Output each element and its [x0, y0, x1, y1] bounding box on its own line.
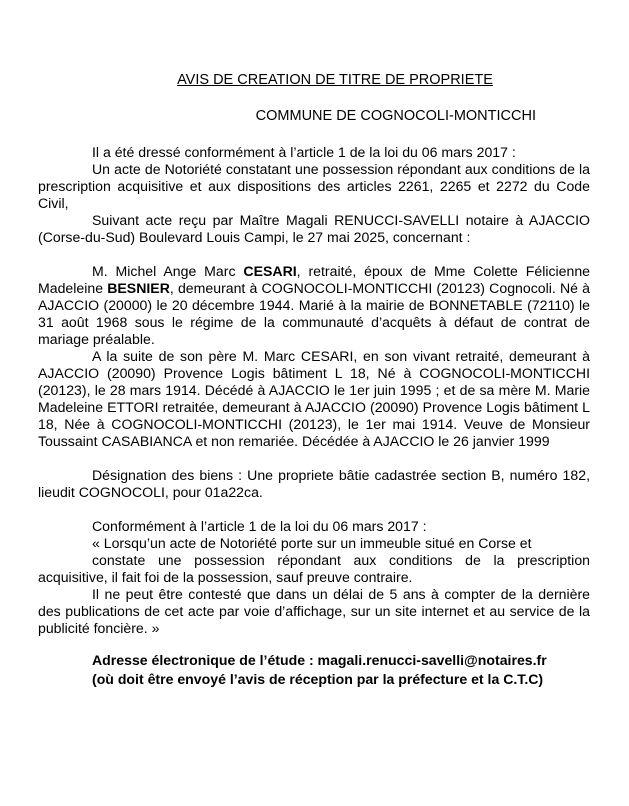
owner-middle: , retraité, époux de Mme Colette Félicienne Madeleine	[38, 263, 590, 296]
intro-line-2: Un acte de Notoriété constatant une possession répondant aux conditions de la prescription acquisitive et aux dispositions des articles 2261, 2265 et 2272 du Code Civil,	[38, 161, 590, 211]
designation-paragraph: Désignation des biens : Une propriete bâtie cadastrée section B, numéro 182, lieudit COGNOCOLI, pour 01a22ca.	[38, 467, 590, 500]
intro-line-1: Il a été dressé conformément à l’article 1 de la loi du 06 mars 2017 :	[92, 144, 516, 160]
reception-note-line: (où doit être envoyé l’avis de réception par la préfecture et la C.T.C)	[92, 671, 544, 687]
law-line-1: Conformément à l’article 1 de la loi du 06 mars 2017 :	[92, 518, 427, 534]
owner-prefix: M. Michel Ange Marc	[92, 263, 244, 279]
intro-line-3: Suivant acte reçu par Maître Magali RENUCCI-SAVELLI notaire à AJACCIO (Corse-du-Sud) Boulevard Louis Campi, le 27 mai 2025, concernant :	[38, 212, 590, 245]
owner-suffix: , demeurant à COGNOCOLI-MONTICCHI (20123) Cognocoli. Né à AJACCIO (20000) le 20 décembre 1944. Marié à la mairie de BONNETABLE (72110) le 31 août 1968 sous le régime de la communauté d’acquêts à défaut de contrat de mariage préalable.	[38, 280, 590, 347]
notice-document	[38, 72, 590, 689]
email-line: Adresse électronique de l’étude : magali.renucci-savelli@notaires.fr	[92, 652, 547, 668]
law-line-2: « Lorsqu’un acte de Notoriété porte sur un immeuble situé en Corse et	[92, 535, 532, 551]
contact-footer	[38, 651, 590, 689]
owner-surname: CESARI	[243, 263, 297, 279]
spouse-surname: BESNIER	[107, 280, 170, 296]
commune-heading: COMMUNE DE COGNOCOLI-MONTICCHI	[255, 108, 536, 124]
notice-title: AVIS DE CREATION DE TITRE DE PROPRIETE	[177, 72, 493, 88]
law-line-3: constate une possession répondant aux conditions de la prescription acquisitive, il fait foi de la possession, sauf preuve contraire.	[38, 552, 590, 585]
law-line-4: Il ne peut être contesté que dans un délai de 5 ans à compter de la dernière des publications de cet acte par voie d’affichage, sur un site internet et au service de la publicité foncière. »	[38, 586, 590, 636]
owner-paragraph	[38, 263, 590, 348]
succession-paragraph: A la suite de son père M. Marc CESARI, en son vivant retraité, demeurant à AJACCIO (20090) Provence Logis bâtiment L 18, Né à COGNOCOLI-MONTICCHI (20123), le 28 mars 1914. Décédé à AJACCIO le 1er juin 1995 ; et de sa mère M. Marie Madeleine ETTORI retraitée, demeurant à AJACCIO (20090) Provence Logis bâtiment L 18, Née à COGNOCOLI-MONTICCHI (20123), le 1er mai 1914. Veuve de Monsieur Toussaint CASABIANCA et non remariée. Décédée à AJACCIO le 26 janvier 1999	[38, 348, 590, 449]
